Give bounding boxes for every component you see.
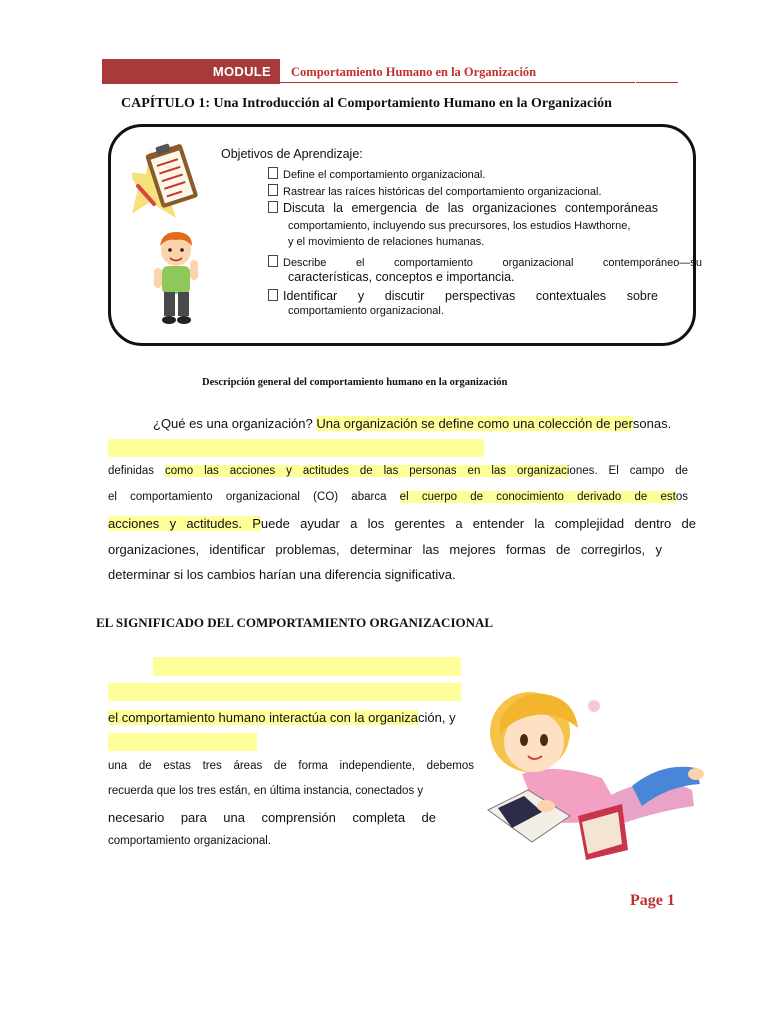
highlight-bar bbox=[108, 733, 257, 751]
header-rule-right bbox=[636, 82, 678, 83]
page-number: Page 1 bbox=[630, 892, 675, 909]
checkbox-glyph-icon bbox=[268, 289, 278, 301]
objective-item-cont: comportamiento, incluyendo sus precursores, los estudios Hawthorne, bbox=[288, 220, 631, 232]
module-header-band bbox=[102, 59, 280, 84]
paragraph-line: comportamiento organizacional. bbox=[108, 835, 272, 847]
paragraph-line: el comportamiento humano interactúa con la organización, y bbox=[108, 710, 456, 725]
checkbox-glyph-icon bbox=[268, 201, 278, 213]
paragraph-line: ¿Qué es una organización? Una organización se define como una colección de personas. bbox=[153, 416, 672, 431]
objective-item-cont: comportamiento organizacional. bbox=[288, 305, 444, 317]
objective-item: Define el comportamiento organizacional. bbox=[268, 167, 485, 181]
module-label: MODULE bbox=[212, 64, 271, 79]
overview-heading: Descripción general del comportamiento humano en la organización bbox=[202, 377, 508, 388]
objective-item-cont: características, conceptos e importancia. bbox=[288, 270, 515, 284]
paragraph-line: una de estas tres áreas de forma independiente, debemos bbox=[108, 760, 474, 772]
paragraph-line: organizaciones, identificar problemas, determinar las mejores formas de corregirlos, y bbox=[108, 542, 662, 557]
header-rule bbox=[280, 82, 635, 83]
paragraph-line: necesario para una comprensión completa de bbox=[108, 810, 436, 825]
clipboard-icon bbox=[132, 140, 204, 222]
objective-item: Identificar y discutir perspectivas contextuales sobre bbox=[268, 289, 658, 303]
checkbox-glyph-icon bbox=[268, 167, 278, 179]
paragraph-line: acciones y actitudes. Puede ayudar a los gerentes a entender la complejidad dentro de bbox=[108, 516, 696, 531]
paragraph-line: recuerda que los tres están, en última instancia, conectados y bbox=[108, 785, 424, 797]
paragraph-line: determinar si los cambios harían una diferencia significativa. bbox=[108, 567, 456, 582]
objective-item: Rastrear las raíces históricas del comportamiento organizacional. bbox=[268, 184, 602, 198]
section-heading: EL SIGNIFICADO DEL COMPORTAMIENTO ORGANIZACIONAL bbox=[96, 615, 494, 630]
highlight-bar bbox=[153, 657, 461, 676]
paragraph-line: definidas como las acciones y actitudes de las personas en las organizaciones. El campo de bbox=[108, 465, 688, 477]
checkbox-glyph-icon bbox=[268, 184, 278, 196]
highlight-bar bbox=[108, 439, 484, 457]
paragraph-line: el comportamiento organizacional (CO) abarca el cuerpo de conocimiento derivado de estos bbox=[108, 491, 688, 503]
boy-illustration bbox=[148, 228, 208, 326]
objective-item: Describe el comportamiento organizacional contemporáneo—su bbox=[268, 255, 702, 269]
reading-girl-illustration bbox=[482, 682, 706, 870]
checkbox-glyph-icon bbox=[268, 255, 278, 267]
objectives-title: Objetivos de Aprendizaje: bbox=[221, 147, 363, 161]
chapter-title: CAPÍTULO 1: Una Introducción al Comportamiento Humano en la Organización bbox=[121, 96, 612, 111]
objective-item: Discuta la emergencia de las organizaciones contemporáneas bbox=[268, 201, 658, 215]
objective-item-cont: y el movimiento de relaciones humanas. bbox=[288, 236, 485, 248]
course-title: Comportamiento Humano en la Organización bbox=[291, 65, 537, 79]
highlight-bar bbox=[108, 683, 461, 701]
